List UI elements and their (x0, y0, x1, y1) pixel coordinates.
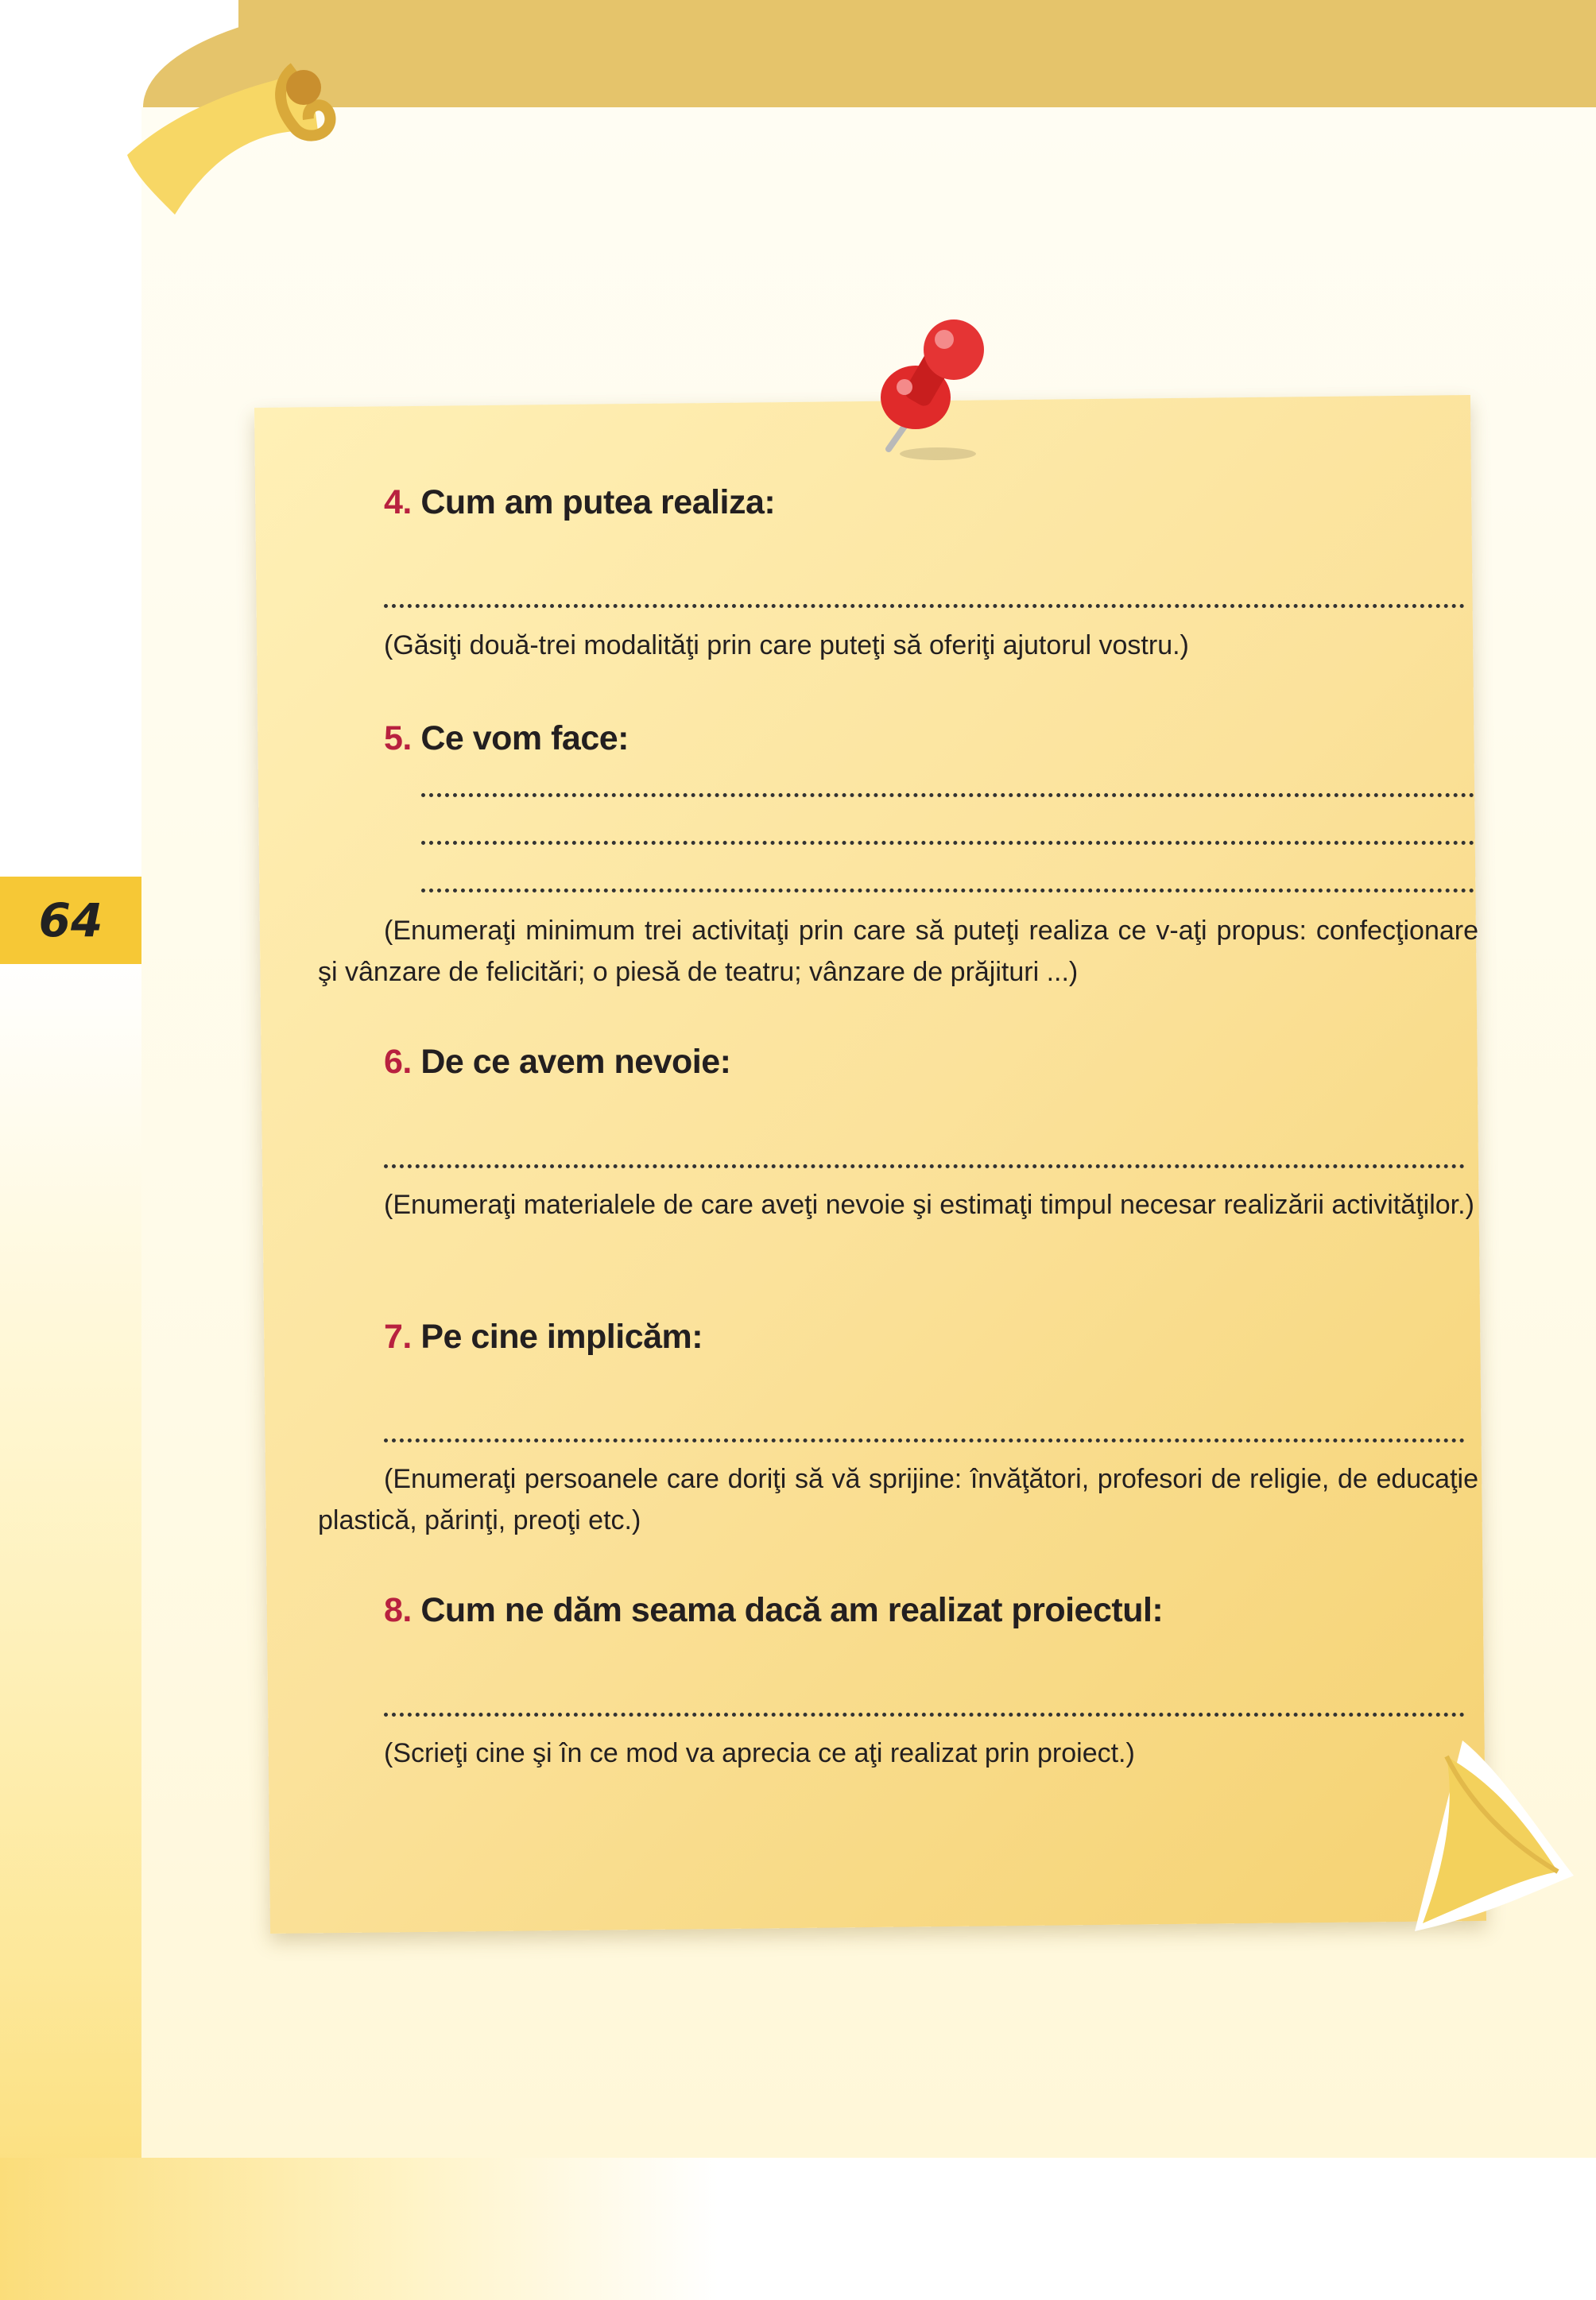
section-8-title: Cum ne dăm seama dacă am realizat proiectul: (420, 1591, 1164, 1629)
section-4-hint: (Găsiţi două-trei modalităţi prin care puteţi să oferiţi ajutorul vostru.) (384, 630, 1189, 660)
answer-line[interactable] (421, 793, 1474, 797)
section-5-number: 5. (384, 719, 412, 757)
section-5-heading (384, 719, 629, 758)
section-6-number: 6. (384, 1043, 412, 1081)
section-7-hint: (Enumeraţi persoanele care doriţi să vă sprijine: învăţători, profesori de religie, de educaţie plastică, părinţi, preoţi etc.) (318, 1464, 1478, 1535)
section-8-hint: (Scrieţi cine şi în ce mod va aprecia ce aţi realizat prin proiect.) (384, 1738, 1135, 1768)
page-curl-decoration (119, 56, 342, 215)
left-gradient-strip (0, 954, 141, 2300)
answer-line[interactable] (384, 604, 1465, 608)
answer-line[interactable] (384, 1713, 1465, 1717)
section-8-number: 8. (384, 1591, 412, 1629)
section-8-heading (384, 1591, 1163, 1630)
answer-line[interactable] (421, 889, 1474, 893)
section-4-number: 4. (384, 483, 412, 521)
push-pin-icon (858, 314, 986, 473)
section-4-heading (384, 483, 775, 522)
answer-line[interactable] (384, 1438, 1465, 1442)
section-5-hint: (Enumeraţi minimum trei activitaţi prin care să puteţi realiza ce v-aţi propus: confecţionare şi vânzare de felicitări; o piesă de teatru; vânzare de prăjituri ...) (318, 916, 1478, 987)
section-5-title: Ce vom face: (420, 719, 629, 757)
section-6-hint: (Enumeraţi materialele de care aveţi nevoie şi estimaţi timpul necesar realizării activităţilor.) (384, 1190, 1474, 1220)
section-6-title: De ce avem nevoie: (420, 1043, 731, 1081)
section-7-number: 7. (384, 1318, 412, 1356)
answer-line[interactable] (384, 1164, 1465, 1168)
section-7-title: Pe cine implicăm: (420, 1318, 703, 1356)
page-number: 64 (0, 877, 141, 964)
bottom-gradient-strip (0, 2158, 1596, 2300)
answer-line[interactable] (421, 841, 1474, 845)
section-6-heading (384, 1043, 731, 1082)
section-7-heading (384, 1318, 703, 1357)
top-header-band (238, 0, 1596, 107)
section-4-title: Cum am putea realiza: (420, 483, 776, 521)
